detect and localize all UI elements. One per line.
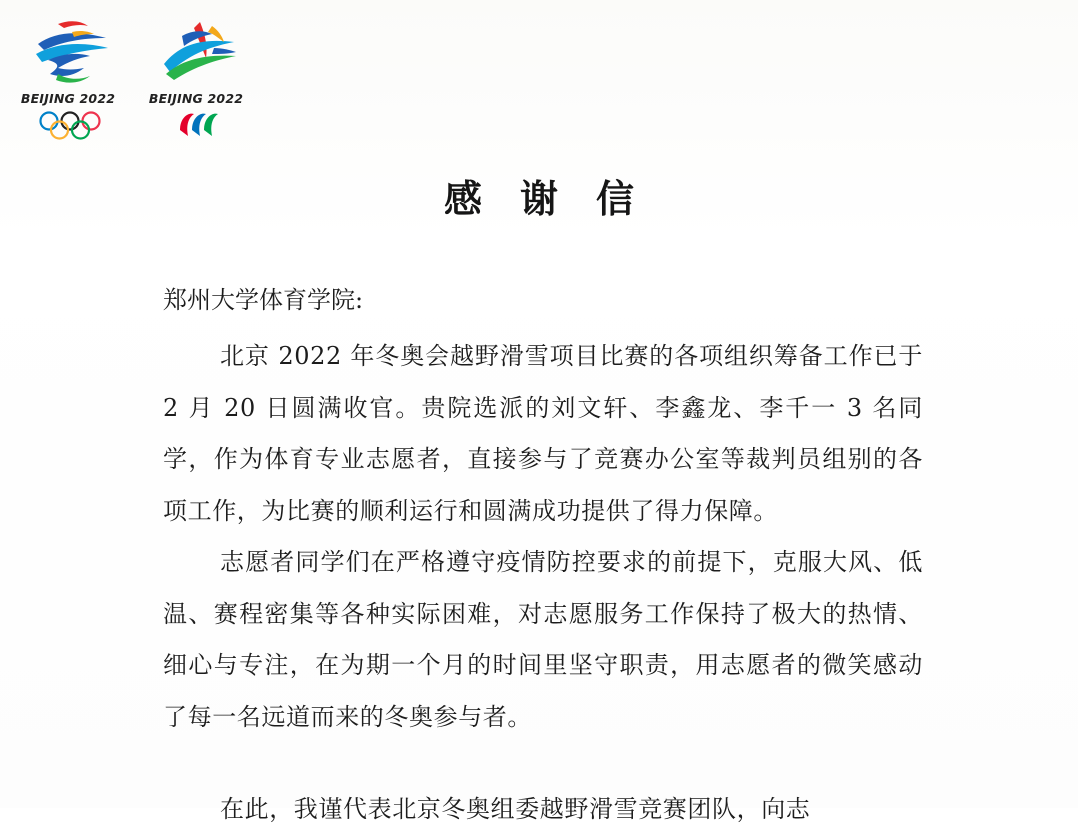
beijing-2022-paralympic-logo [136,14,256,146]
letter-paragraph-3-partial: 在此，我谨代表北京冬奥组委越野滑雪竞赛团队，向志 [220,795,811,823]
paralympic-agitos-icon [174,108,222,142]
beijing-2022-olympic-logo [8,14,128,146]
paralympic-wordmark: BEIJING 2022 [148,91,244,106]
beijing-2022-paralympic-emblem-icon [156,18,240,86]
beijing-2022-olympic-emblem-icon [28,18,112,86]
letter-body [163,331,923,743]
letter-paragraph-1: 北京 2022 年冬奥会越野滑雪项目比赛的各项组织筹备工作已于 2 月 20 日圆满收官。贵院选派的刘文轩、李鑫龙、李千一 3 名同学，作为体育专业志愿者，直接参与了竞赛办公室等裁判员组别的各项工作，为比赛的顺利运行和圆满成功提供了得力保障。 [163,342,923,525]
olympic-wordmark: BEIJING 2022 [20,91,116,106]
letter-paragraph-2: 志愿者同学们在严格遵守疫情防控要求的前提下，克服大风、低温、赛程密集等各种实际困难，对志愿服务工作保持了极大的热情、细心与专注，在为期一个月的时间里坚守职责，用志愿者的微笑感动了每一名远道而来的冬奥参与者。 [163,548,923,731]
olympic-rings-icon [38,110,102,142]
letter-salutation: 郑州大学体育学院: [163,286,364,314]
letter-title: 感谢信 [443,176,672,221]
